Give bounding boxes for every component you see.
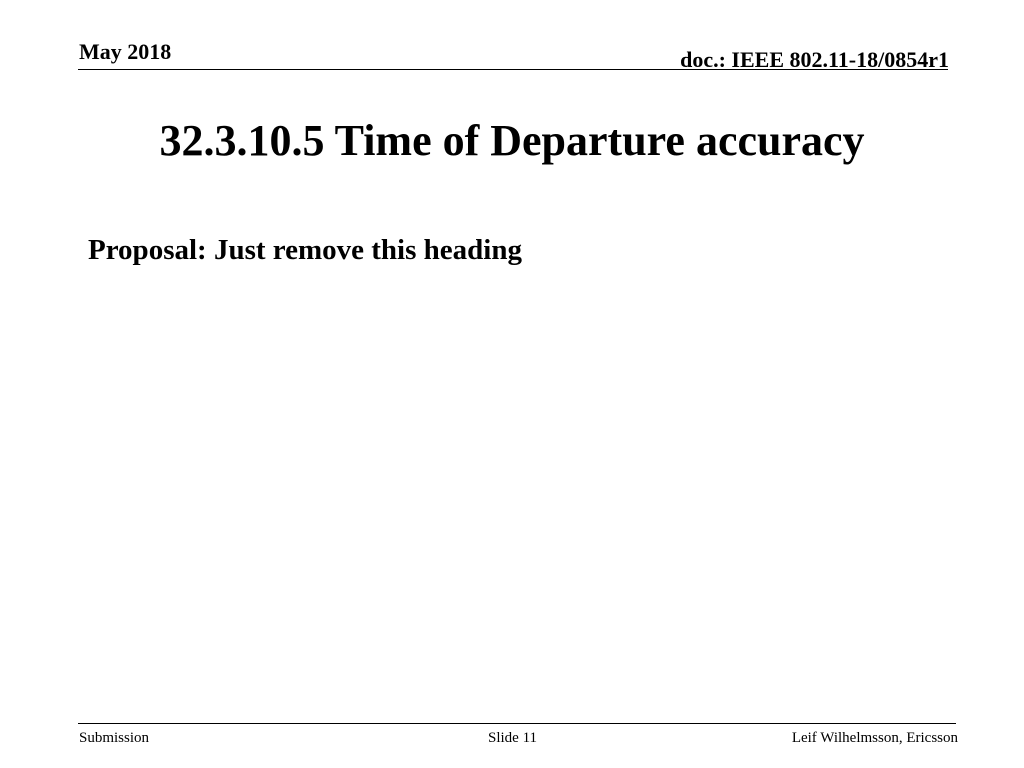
footer-submission: Submission — [79, 730, 150, 746]
footer-divider — [78, 723, 956, 724]
slide-body-text: Proposal: Just remove this heading — [88, 234, 522, 266]
header-date: May 2018 — [79, 39, 172, 64]
footer-author: Leif Wilhelmsson, Ericsson — [791, 730, 958, 746]
header-divider — [78, 69, 948, 70]
slide-title: 32.3.10.5 Time of Departure accuracy — [159, 116, 865, 165]
header-doc-id: doc.: IEEE 802.11-18/0854r1 — [680, 47, 949, 72]
footer-slide-number: Slide 11 — [488, 730, 538, 746]
